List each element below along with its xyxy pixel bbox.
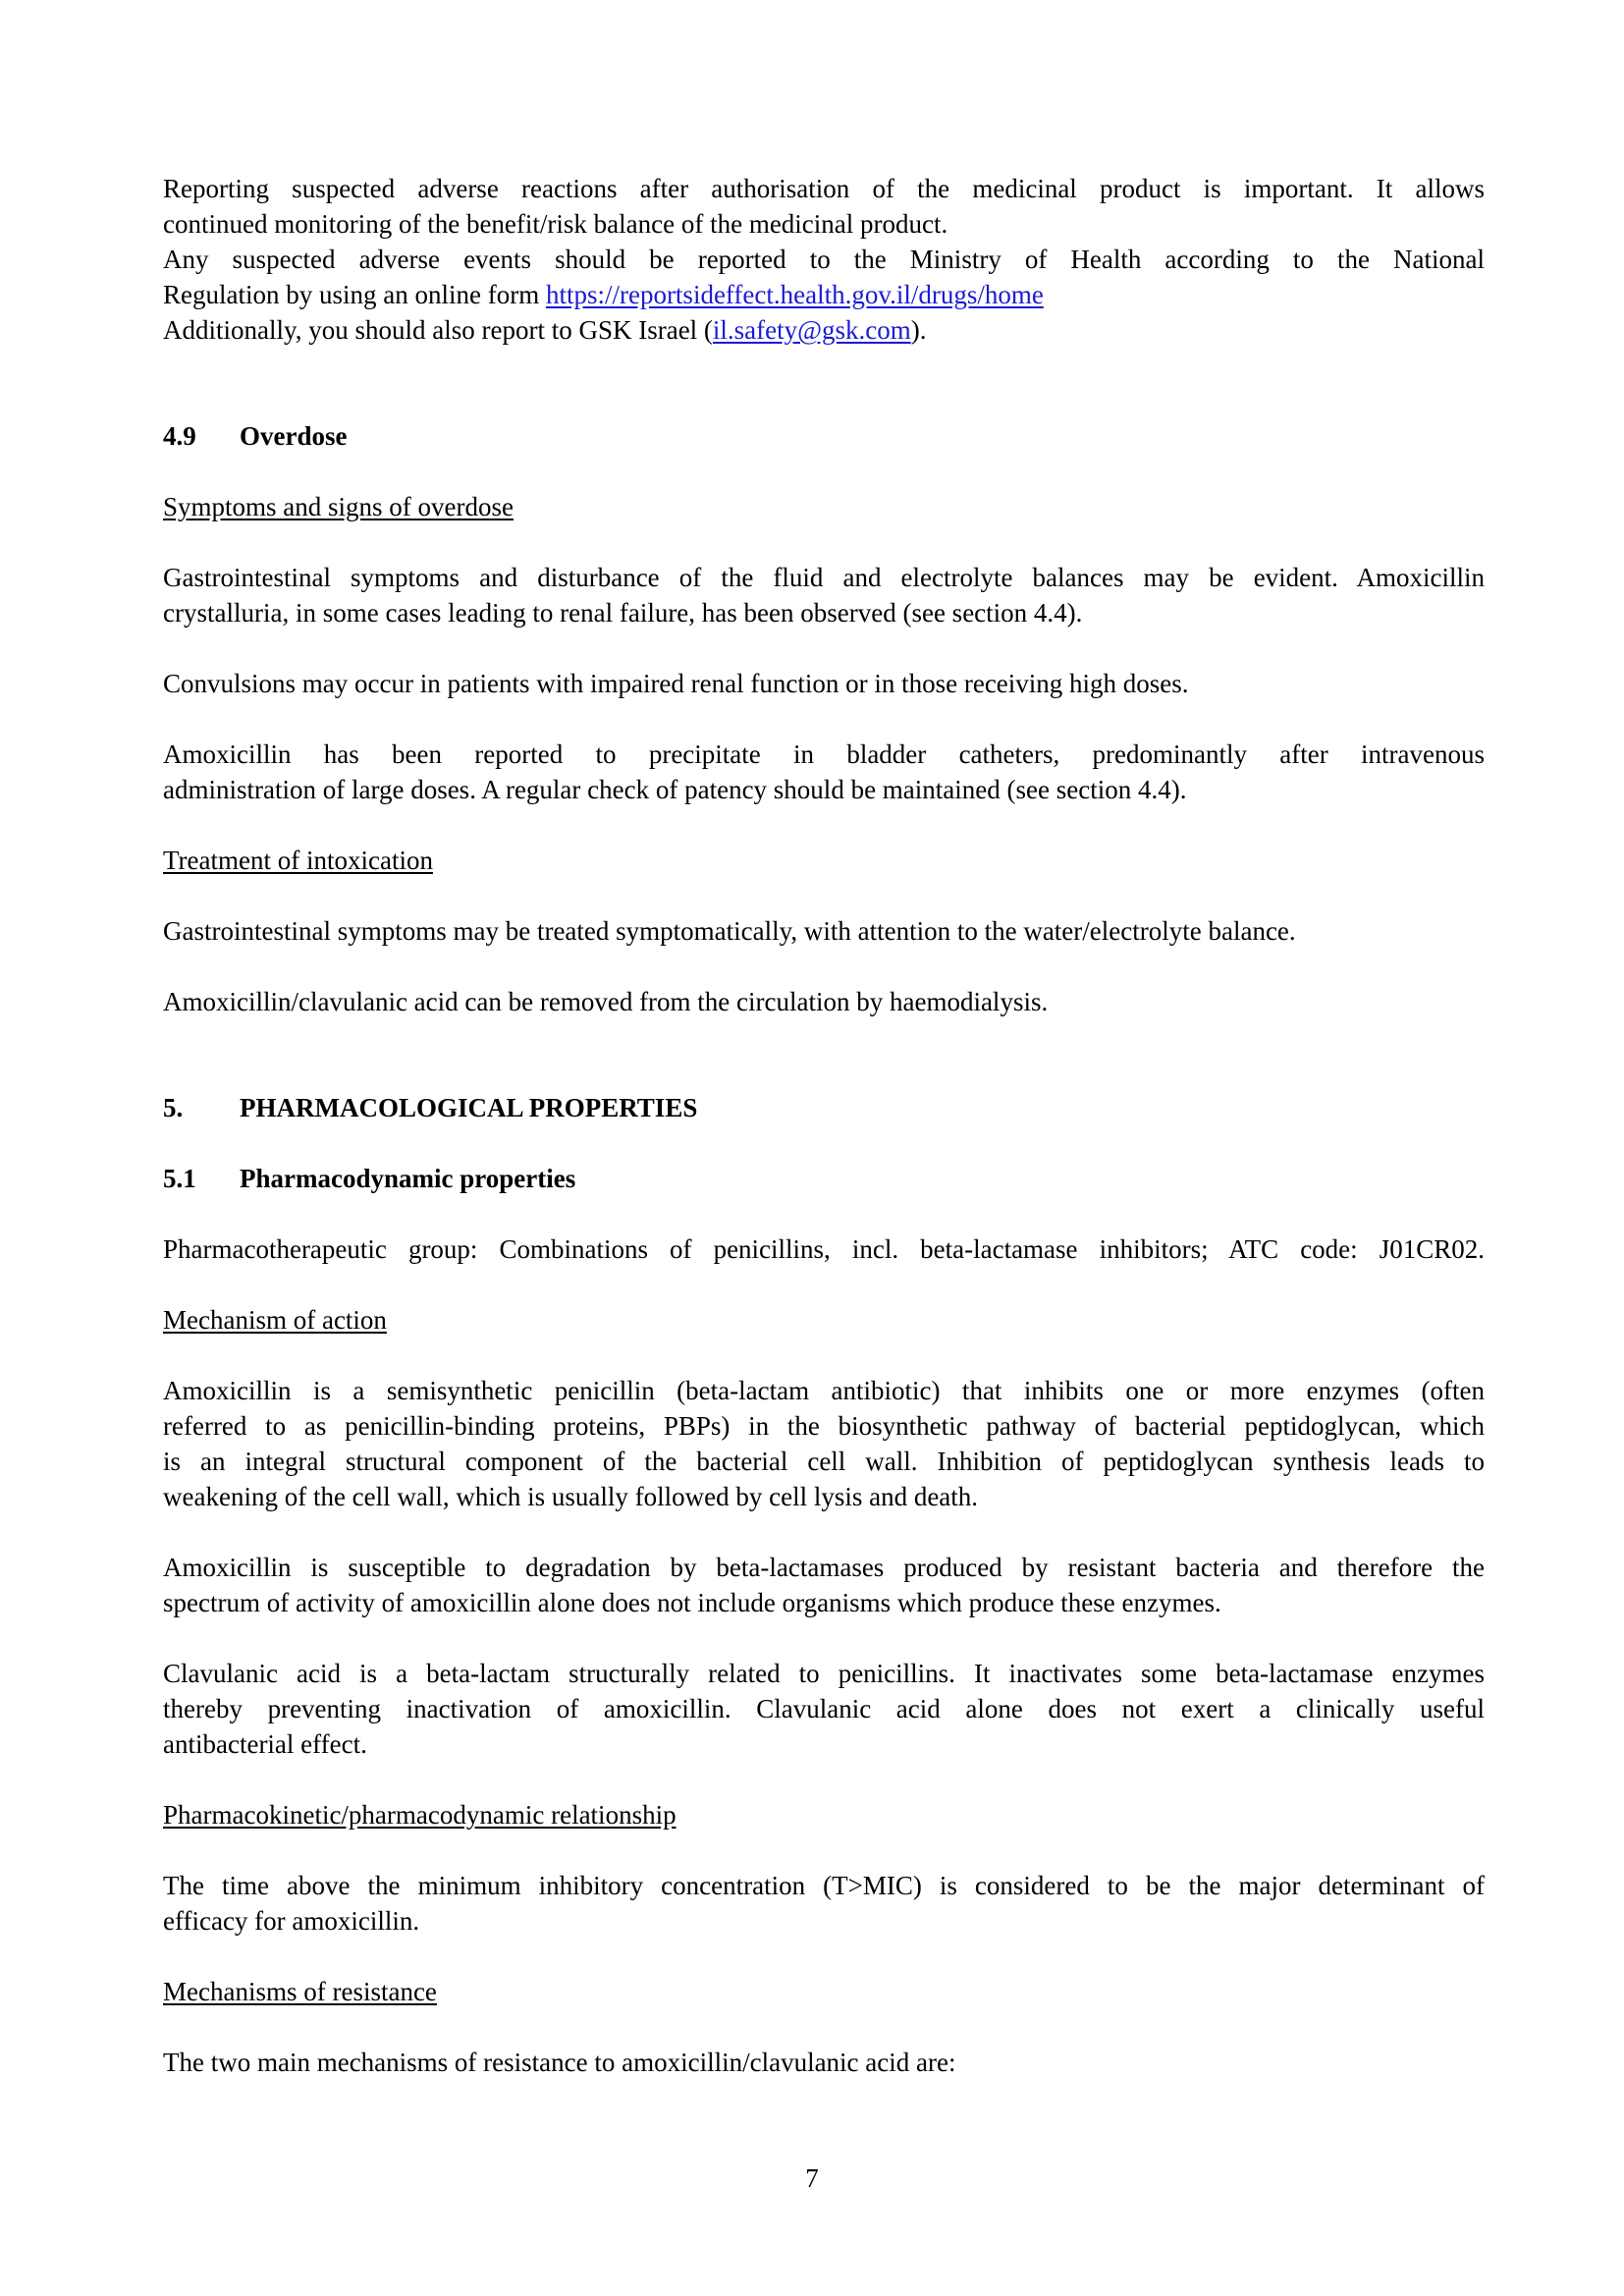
page-number: 7 <box>805 2163 819 2193</box>
symptoms-paragraph-3 <box>163 737 1485 807</box>
subheading-pkpd <box>163 1797 1485 1832</box>
text-line: The two main mechanisms of resistance to amoxicillin/clavulanic acid are: <box>163 2048 956 2077</box>
text-line: is an integral structural component of the bacterial cell wall. Inhibition of peptidoglycan synthesis leads to <box>163 1447 1485 1476</box>
pkpd-paragraph <box>163 1868 1485 1939</box>
subheading-text: Symptoms and signs of overdose <box>163 492 514 521</box>
text-line: Clavulanic acid is a beta-lactam structurally related to penicillins. It inactivates some beta-lactamase enzymes <box>163 1659 1485 1688</box>
text-fragment: Regulation by using an online form <box>163 280 546 309</box>
section-heading-pharmacodynamic <box>163 1161 1485 1196</box>
mechanism-paragraph-2 <box>163 1550 1485 1620</box>
treatment-paragraph-2 <box>163 984 1485 1019</box>
section-title: PHARMACOLOGICAL PROPERTIES <box>240 1093 698 1122</box>
mechanism-paragraph-1 <box>163 1373 1485 1514</box>
text-line: Amoxicillin/clavulanic acid can be removed from the circulation by haemodialysis. <box>163 987 1049 1016</box>
section-heading-pharmacological <box>163 1090 1485 1125</box>
symptoms-paragraph-2 <box>163 666 1485 701</box>
section-number: 5.1 <box>163 1164 196 1193</box>
section-number: 5. <box>163 1093 184 1122</box>
section-title: Pharmacodynamic properties <box>240 1164 576 1193</box>
section-title: Overdose <box>240 421 348 451</box>
text-line: weakening of the cell wall, which is usually followed by cell lysis and death. <box>163 1482 979 1511</box>
text-line: referred to as penicillin-binding proteins, PBPs) in the biosynthetic pathway of bacterial peptidoglycan, which <box>163 1411 1485 1441</box>
text-line: Gastrointestinal symptoms may be treated symptomatically, with attention to the water/electrolyte balance. <box>163 916 1296 946</box>
text-line <box>163 277 1485 312</box>
text-line: efficacy for amoxicillin. <box>163 1906 420 1936</box>
text-line: Pharmacotherapeutic group: Combinations of penicillins, incl. beta-lactamase inhibitors; ATC code: J01CR02. <box>163 1234 1485 1264</box>
gsk-email-link[interactable]: il.safety@gsk.com <box>712 315 911 345</box>
text-line: crystalluria, in some cases leading to renal failure, has been observed (see section 4.4). <box>163 598 1083 628</box>
section-number: 4.9 <box>163 421 196 451</box>
ministry-reporting-paragraph <box>163 242 1485 312</box>
pharmacotherapeutic-group <box>163 1231 1485 1267</box>
subheading-treatment <box>163 843 1485 878</box>
text-line: Amoxicillin has been reported to precipitate in bladder catheters, predominantly after intravenous <box>163 739 1485 769</box>
resistance-paragraph <box>163 2045 1485 2080</box>
text-line: The time above the minimum inhibitory concentration (T>MIC) is considered to be the major determinant of <box>163 1871 1485 1900</box>
text-line: continued monitoring of the benefit/risk balance of the medicinal product. <box>163 209 948 239</box>
text-line: antibacterial effect. <box>163 1729 367 1759</box>
text-fragment: Additionally, you should also report to GSK Israel ( <box>163 315 713 345</box>
text-line: Any suspected adverse events should be reported to the Ministry of Health according to the National <box>163 245 1485 274</box>
mechanism-paragraph-3 <box>163 1656 1485 1762</box>
text-line: Reporting suspected adverse reactions after authorisation of the medicinal product is important. It allows <box>163 174 1485 203</box>
text-line: Convulsions may occur in patients with impaired renal function or in those receiving high doses. <box>163 669 1189 698</box>
subheading-text: Mechanisms of resistance <box>163 1977 437 2006</box>
text-line: thereby preventing inactivation of amoxicillin. Clavulanic acid alone does not exert a clinically useful <box>163 1694 1485 1723</box>
text-line: Amoxicillin is susceptible to degradation by beta-lactamases produced by resistant bacteria and therefore the <box>163 1553 1485 1582</box>
subheading-resistance <box>163 1974 1485 2009</box>
subheading-symptoms <box>163 489 1485 524</box>
report-form-link[interactable]: https://reportsideffect.health.gov.il/drugs/home <box>545 280 1044 309</box>
symptoms-paragraph-1 <box>163 560 1485 630</box>
treatment-paragraph-1 <box>163 913 1485 949</box>
reporting-paragraph <box>163 171 1485 242</box>
gsk-reporting-paragraph <box>163 312 1485 348</box>
subheading-text: Mechanism of action <box>163 1305 387 1335</box>
text-line: Amoxicillin is a semisynthetic penicillin (beta-lactam antibiotic) that inhibits one or more enzymes (often <box>163 1376 1485 1405</box>
text-line: spectrum of activity of amoxicillin alone does not include organisms which produce these enzymes. <box>163 1588 1221 1617</box>
subheading-text: Pharmacokinetic/pharmacodynamic relationship <box>163 1800 677 1830</box>
subheading-mechanism <box>163 1302 1485 1338</box>
text-line: Gastrointestinal symptoms and disturbance of the fluid and electrolyte balances may be evident. Amoxicillin <box>163 563 1485 592</box>
text-line: administration of large doses. A regular check of patency should be maintained (see section 4.4). <box>163 775 1187 804</box>
section-heading-overdose <box>163 418 1485 454</box>
subheading-text: Treatment of intoxication <box>163 846 433 875</box>
text-line <box>163 312 1485 348</box>
text-fragment: ). <box>910 315 927 345</box>
